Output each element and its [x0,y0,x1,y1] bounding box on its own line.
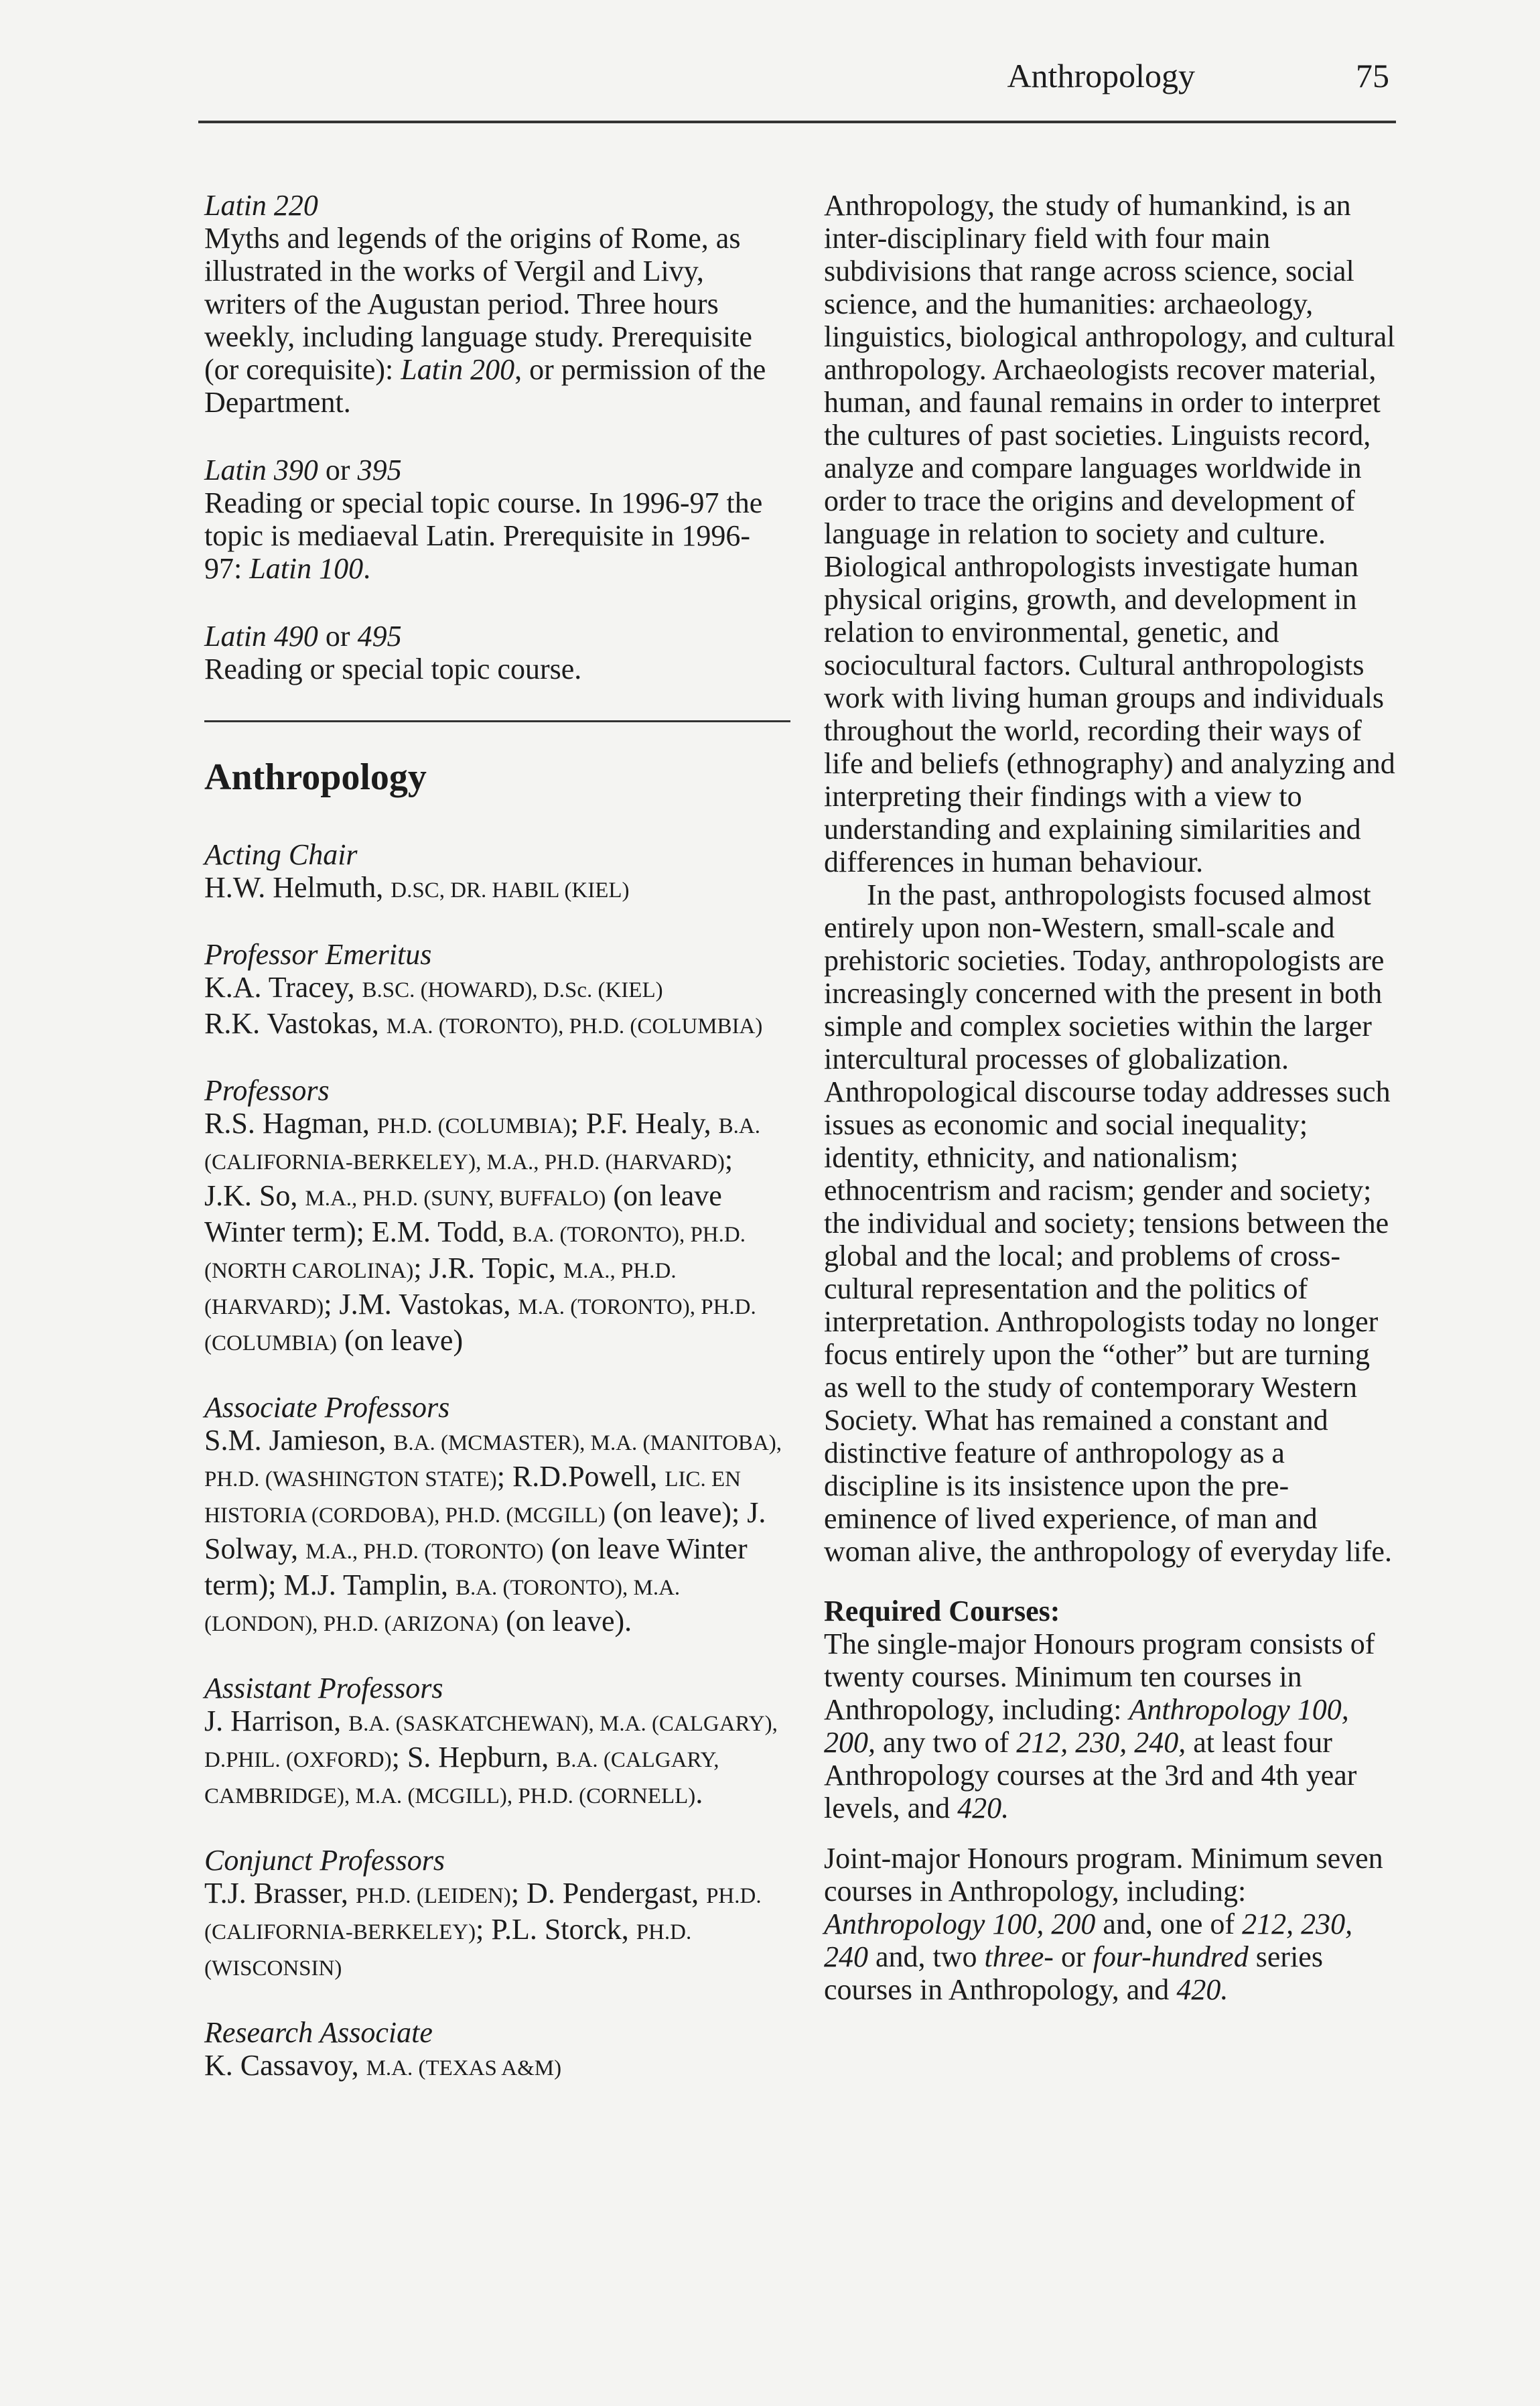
faculty-credentials: D.SC, DR. HABIL (KIEL) [391,878,630,903]
section-heading: Anthropology [204,756,427,798]
faculty-credentials: M.A., PH.D. (SUNY, BUFFALO) [305,1187,606,1211]
course-reference: three- [984,1940,1054,1973]
faculty-name: K.A. Tracey, [204,971,362,1004]
course-title [204,620,787,653]
faculty-credentials: PH.D. (WISCONSIN) [204,1920,692,1981]
role-names [204,1107,787,1360]
course-description-text: , or permission of the Department. [204,353,766,419]
course-reference: 212, 230, 240 [824,1908,1353,1973]
course-description-text: Myths and legends of the origins of Rome, as illustrated in the works of Vergil and Livy, writers of the Augustan period. Three hours weekly, including language study. Prerequisite (or corequisite): [204,222,752,386]
faculty-name: J. Harrison, [204,1705,349,1737]
role-title: Acting Chair [204,838,358,871]
faculty-name: ; P.F. Healy, [570,1107,719,1140]
faculty-professor-emeritus [204,938,787,1043]
faculty-name: T.J. Brasser, [204,1877,356,1910]
faculty-name: ; J.K. So, [204,1143,733,1212]
course-description [204,486,787,585]
faculty-credentials: M.A. (TEXAS A&M) [366,2056,562,2080]
course-entry-latin-490 [204,620,787,685]
role-names [204,971,787,1043]
faculty-name: ; R.D.Powell, [496,1460,665,1493]
requirement-text: any two of [876,1726,1017,1759]
course-reference: Latin 200 [401,353,515,386]
faculty-credentials: B.A. (SASKATCHEWAN), M.A. (CALGARY), D.PHIL. (OXFORD) [204,1712,778,1772]
faculty-name: S.M. Jamieson, [204,1424,394,1457]
role-title: Associate Professors [204,1391,450,1424]
faculty-credentials: B.A. (MCMASTER), M.A. (MANITOBA), PH.D. (WASHINGTON STATE) [204,1431,782,1491]
faculty-name: ; J.R. Topic, [413,1252,563,1284]
faculty-name: (on leave Winter term); M.J. Tamplin, [204,1532,748,1601]
requirement-text: and, one of [1095,1908,1243,1940]
role-names [204,2049,787,2085]
role-title: Professors [204,1074,330,1107]
course-description-text: . [363,552,371,585]
faculty-name: (on leave) [336,1324,464,1357]
faculty-name: K. Cassavoy, [204,2049,366,2082]
course-description [204,222,787,419]
course-reference: Anthropology 100, 200 [824,1908,1096,1940]
faculty-acting-chair [204,838,787,907]
role-names [204,1877,787,1985]
faculty-name: . [695,1777,703,1810]
faculty-credentials: B.A. (TORONTO), PH.D. (NORTH CAROLINA) [204,1223,746,1283]
left-column [204,189,787,2116]
role-title: Professor Emeritus [204,938,432,971]
faculty-name: R.K. Vastokas, [204,1007,387,1040]
course-reference: four-hundred [1093,1940,1249,1973]
faculty-conjunct-professors [204,1844,787,1985]
requirement-text: at least four Anthropology courses at the 3rd and 4th year levels, and [824,1726,1357,1824]
course-title [204,454,787,486]
course-description: Reading or special topic course. [204,653,582,685]
requirement-text: The single-major Honours program consists of twenty courses. Minimum ten courses in Anthropology, including: [824,1627,1375,1726]
course-description-text: Reading or special topic course. In 1996-97 the topic is mediaeval Latin. Prerequisite in 1996-97: [204,486,763,585]
faculty-credentials: M.A. (TORONTO), PH.D. (COLUMBIA) [204,1295,756,1355]
role-names [204,871,787,907]
required-courses-heading: Required Courses: [824,1595,1060,1627]
faculty-name: ; D. Pendergast, [510,1877,707,1910]
faculty-credentials: PH.D. (COLUMBIA) [376,1114,571,1138]
faculty-research-associate [204,2016,787,2085]
faculty-professors [204,1074,787,1360]
course-reference: Anthropology 100, 200, [824,1693,1349,1759]
role-title: Conjunct Professors [204,1844,445,1877]
course-number: Latin 390 [204,454,318,486]
course-title: Latin 220 [204,189,318,222]
course-or: or [318,454,358,486]
faculty-name: ; P.L. Storck, [476,1913,636,1946]
faculty-credentials: B.A. (CALGARY, CAMBRIDGE), M.A. (MCGILL), PH.D. (CORNELL) [204,1748,719,1808]
faculty-name: ; J.M. Vastokas, [324,1288,518,1321]
single-major-paragraph [824,1627,1400,1824]
faculty-associate-professors [204,1391,787,1641]
right-column [824,189,1400,2006]
history-paragraph: In the past, anthropologists focused almost entirely upon non-Western, small-scale and prehistoric societies. Today, anthropologists are increasingly concerned with the present in both simple and complex societies within the larger intercultural processes of globalization. Anthropological discourse today addresses such issues as economic and social inequality; identity, ethnicity, and nationalism; ethnocentrism and racism; gender and society; the individual and society; tensions between the global and the local; and problems of cross-cultural representation and the politics of interpretation. Anthropologists today no longer focus entirely upon the “other” but are turning as well to the study of contemporary Western Society. What has remained a constant and distinctive feature of anthropology as a discipline is its insistence upon the pre-eminence of lived experience, of man and woman alive, the anthropology of everyday life. [824,878,1392,1568]
requirement-text: series courses in Anthropology, and [824,1940,1323,2006]
course-reference: 420. [1176,1973,1229,2006]
faculty-name: (on leave). [498,1605,632,1638]
role-title: Assistant Professors [204,1672,443,1705]
faculty-name: (on leave); J. Solway, [204,1496,766,1565]
course-reference: Latin 100 [249,552,364,585]
faculty-name: R.S. Hagman, [204,1107,377,1140]
faculty-credentials: PH.D. (CALIFORNIA-BERKELEY) [204,1884,762,1944]
section-divider [204,720,790,722]
faculty-credentials: B.A. (TORONTO), M.A. (LONDON), PH.D. (ARIZONA) [204,1576,681,1636]
course-number: 495 [357,620,402,653]
course-reference: 420. [957,1792,1009,1824]
faculty-credentials: M.A., PH.D. (TORONTO) [305,1540,544,1564]
faculty-credentials: M.A., PH.D. (HARVARD) [204,1259,677,1319]
course-entry-latin-220 [204,189,787,419]
requirement-text: and, two [868,1940,985,1973]
faculty-credentials: LIC. EN HISTORIA (CORDOBA), PH.D. (MCGILL) [204,1467,741,1528]
faculty-credentials: PH.D. (LEIDEN) [355,1884,511,1908]
role-title: Research Associate [204,2016,433,2049]
faculty-name: (on leave Winter term); E.M. Todd, [204,1179,722,1248]
course-or: or [318,620,358,653]
faculty-credentials: B.A. (CALIFORNIA-BERKELEY), M.A., PH.D. (HARVARD) [204,1114,760,1175]
role-names [204,1705,787,1813]
faculty-credentials: B.SC. (HOWARD), D.Sc. (KIEL) [362,978,663,1002]
page-header [198,46,1396,123]
intro-paragraph: Anthropology, the study of humankind, is an inter-disciplinary field with four main subdivisions that range across science, social science, and the humanities: archaeology, linguistics, biological anthropology, and cultural anthropology. Archaeologists recover material, human, and faunal remains in order to interpret the cultures of past societies. Linguists record, analyze and compare languages worldwide in order to trace the origins and development of language in relation to society and culture. Biological anthropologists investigate human physical origins, growth, and development in relation to environmental, genetic, and sociocultural factors. Cultural anthropologists work with living human groups and individuals throughout the world, recording their ways of life and beliefs (ethnography) and analyzing and interpreting their findings with a view to understanding and explaining similarities and differences in human behaviour. [824,189,1395,878]
course-entry-latin-390 [204,454,787,585]
requirement-text: or [1053,1940,1093,1973]
course-reference: 212, 230, 240, [1016,1726,1186,1759]
faculty-name: H.W. Helmuth, [204,871,391,904]
faculty-credentials: M.A. (TORONTO), PH.D. (COLUMBIA) [386,1014,763,1039]
course-number: Latin 490 [204,620,318,653]
faculty-name: ; S. Hepburn, [391,1741,557,1774]
faculty-assistant-professors [204,1672,787,1813]
requirement-text: Joint-major Honours program. Minimum seven courses in Anthropology, including: [824,1842,1383,1908]
joint-major-paragraph [824,1842,1400,2006]
running-title: Anthropology [1007,57,1195,94]
role-names [204,1424,787,1641]
course-number: 395 [357,454,402,486]
page-number: 75 [1356,57,1389,94]
